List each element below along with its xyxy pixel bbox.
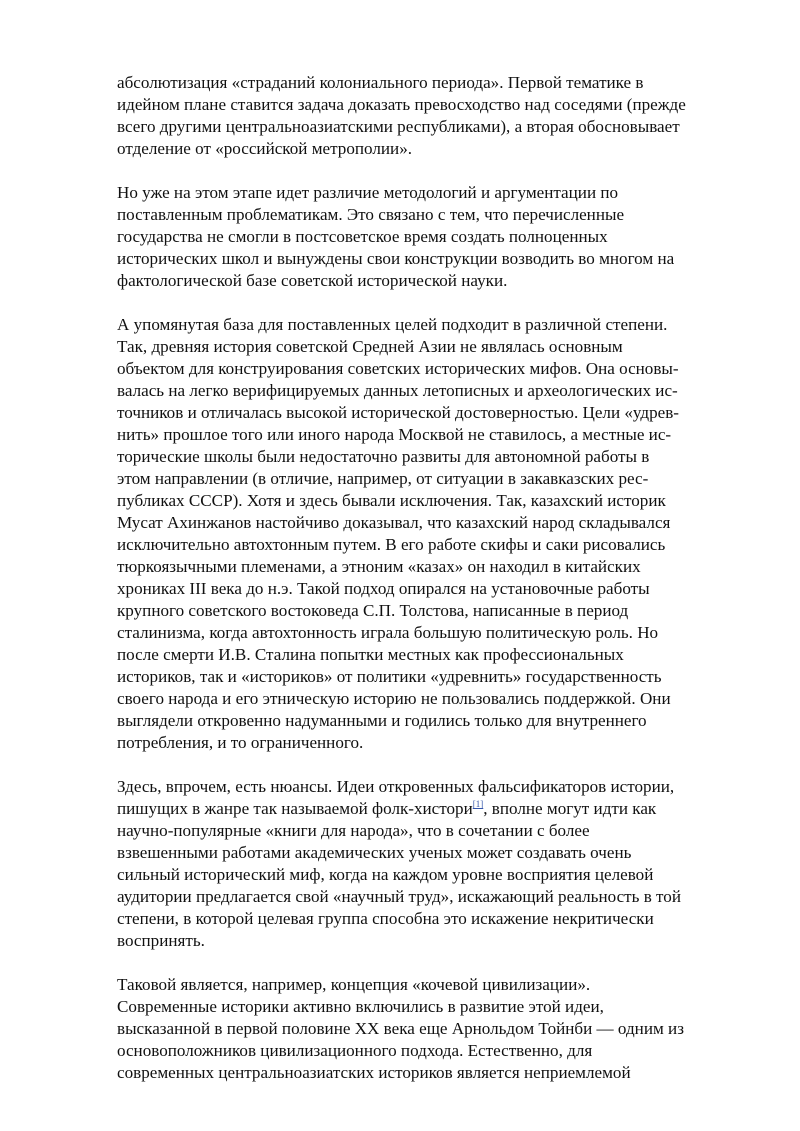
text-line: Но уже на этом этапе идет различие методологий и аргументации по: [117, 183, 619, 202]
text-line: Так, древняя история советской Средней Азии не являлась основным: [117, 337, 623, 356]
text-line: поставленным проблематикам. Это связано с тем, что перечисленные: [117, 205, 625, 224]
text-line: отделение от «российской метрополии».: [117, 139, 413, 158]
text-line: тюркоязычными племенами, а этноним «казах» он находил в китайских: [117, 557, 641, 576]
text-line: своего народа и его этническую историю не пользовались поддержкой. Они: [117, 689, 671, 708]
text-line: основоположников цивилизационного подхода. Естественно, для: [117, 1041, 593, 1060]
text-line: современных центральноазиатских историков является неприемлемой: [117, 1063, 631, 1082]
text-line-with-footnote: [117, 798, 757, 820]
text-line: идейном плане ставится задача доказать превосходство над соседями (прежде: [117, 95, 686, 114]
paragraph-4: [117, 776, 757, 952]
text-line: крупного советского востоковеда С.П. Толстова, написанные в период: [117, 601, 629, 620]
text-line: степени, в которой целевая группа способна это искажение некритически: [117, 909, 654, 928]
text-line: этом направлении (в отличие, например, от ситуации в закавказских рес-: [117, 469, 649, 488]
paragraph-3: [117, 314, 757, 754]
text-line: исторических школ и вынуждены свои конструкции возводить во многом на: [117, 249, 675, 268]
text-line: Современные историки активно включились в развитие этой идеи,: [117, 997, 604, 1016]
text-fragment: , вполне могут идти как: [483, 799, 657, 818]
text-line: воспринять.: [117, 931, 205, 950]
text-line: хрониках III века до н.э. Такой подход опирался на установочные работы: [117, 579, 650, 598]
footnote-link[interactable]: [1]: [472, 799, 484, 809]
text-line: Здесь, впрочем, есть нюансы. Идеи откровенных фальсификаторов истории,: [117, 777, 675, 796]
text-line: высказанной в первой половине XX века еще Арнольдом Тойнби — одним из: [117, 1019, 684, 1038]
text-line: объектом для конструирования советских исторических мифов. Она основы-: [117, 359, 679, 378]
text-line: А упомянутая база для поставленных целей подходит в различной степени.: [117, 315, 668, 334]
paragraph-1: [117, 72, 757, 160]
text-line: потребления, и то ограниченного.: [117, 733, 364, 752]
text-line: фактологической базе советской исторической науки.: [117, 271, 508, 290]
text-line: Мусат Ахинжанов настойчиво доказывал, что казахский народ складывался: [117, 513, 671, 532]
text-line: историков, так и «историков» от политики «удревнить» государственность: [117, 667, 662, 686]
text-line: абсолютизация «страданий колониального периода». Первой тематике в: [117, 73, 644, 92]
text-line: научно-популярные «книги для народа», что в сочетании с более: [117, 821, 590, 840]
text-line: после смерти И.В. Сталина попытки местных как профессиональных: [117, 645, 624, 664]
text-line: исключительно автохтонным путем. В его работе скифы и саки рисовались: [117, 535, 666, 554]
text-line: публиках СССР). Хотя и здесь бывали исключения. Так, казахский историк: [117, 491, 666, 510]
text-line: нить» прошлое того или иного народа Москвой не ставилось, а местные ис-: [117, 425, 672, 444]
paragraph-2: [117, 182, 757, 292]
text-line: государства не смогли в постсоветское время создать полноценных: [117, 227, 608, 246]
text-line: выглядели откровенно надуманными и годились только для внутреннего: [117, 711, 647, 730]
text-line: всего другими центральноазиатскими республиками), а вторая обосновывает: [117, 117, 680, 136]
text-line: торические школы были недостаточно развиты для автономной работы в: [117, 447, 650, 466]
text-body: [117, 72, 757, 1106]
text-fragment: пишущих в жанре так называемой фолк-хистори: [117, 799, 473, 818]
text-line: взвешенными работами академических ученых может создавать очень: [117, 843, 632, 862]
text-line: валась на легко верифицируемых данных летописных и археологических ис-: [117, 381, 678, 400]
text-line: сталинизма, когда автохтонность играла большую политическую роль. Но: [117, 623, 659, 642]
text-line: Таковой является, например, концепция «кочевой цивилизации».: [117, 975, 591, 994]
paragraph-5: [117, 974, 757, 1084]
text-line: точников и отличалась высокой исторической достоверностью. Цели «удрев-: [117, 403, 679, 422]
text-line: аудитории предлагается свой «научный труд», искажающий реальность в той: [117, 887, 681, 906]
text-line: сильный исторический миф, когда на каждом уровне восприятия целевой: [117, 865, 654, 884]
